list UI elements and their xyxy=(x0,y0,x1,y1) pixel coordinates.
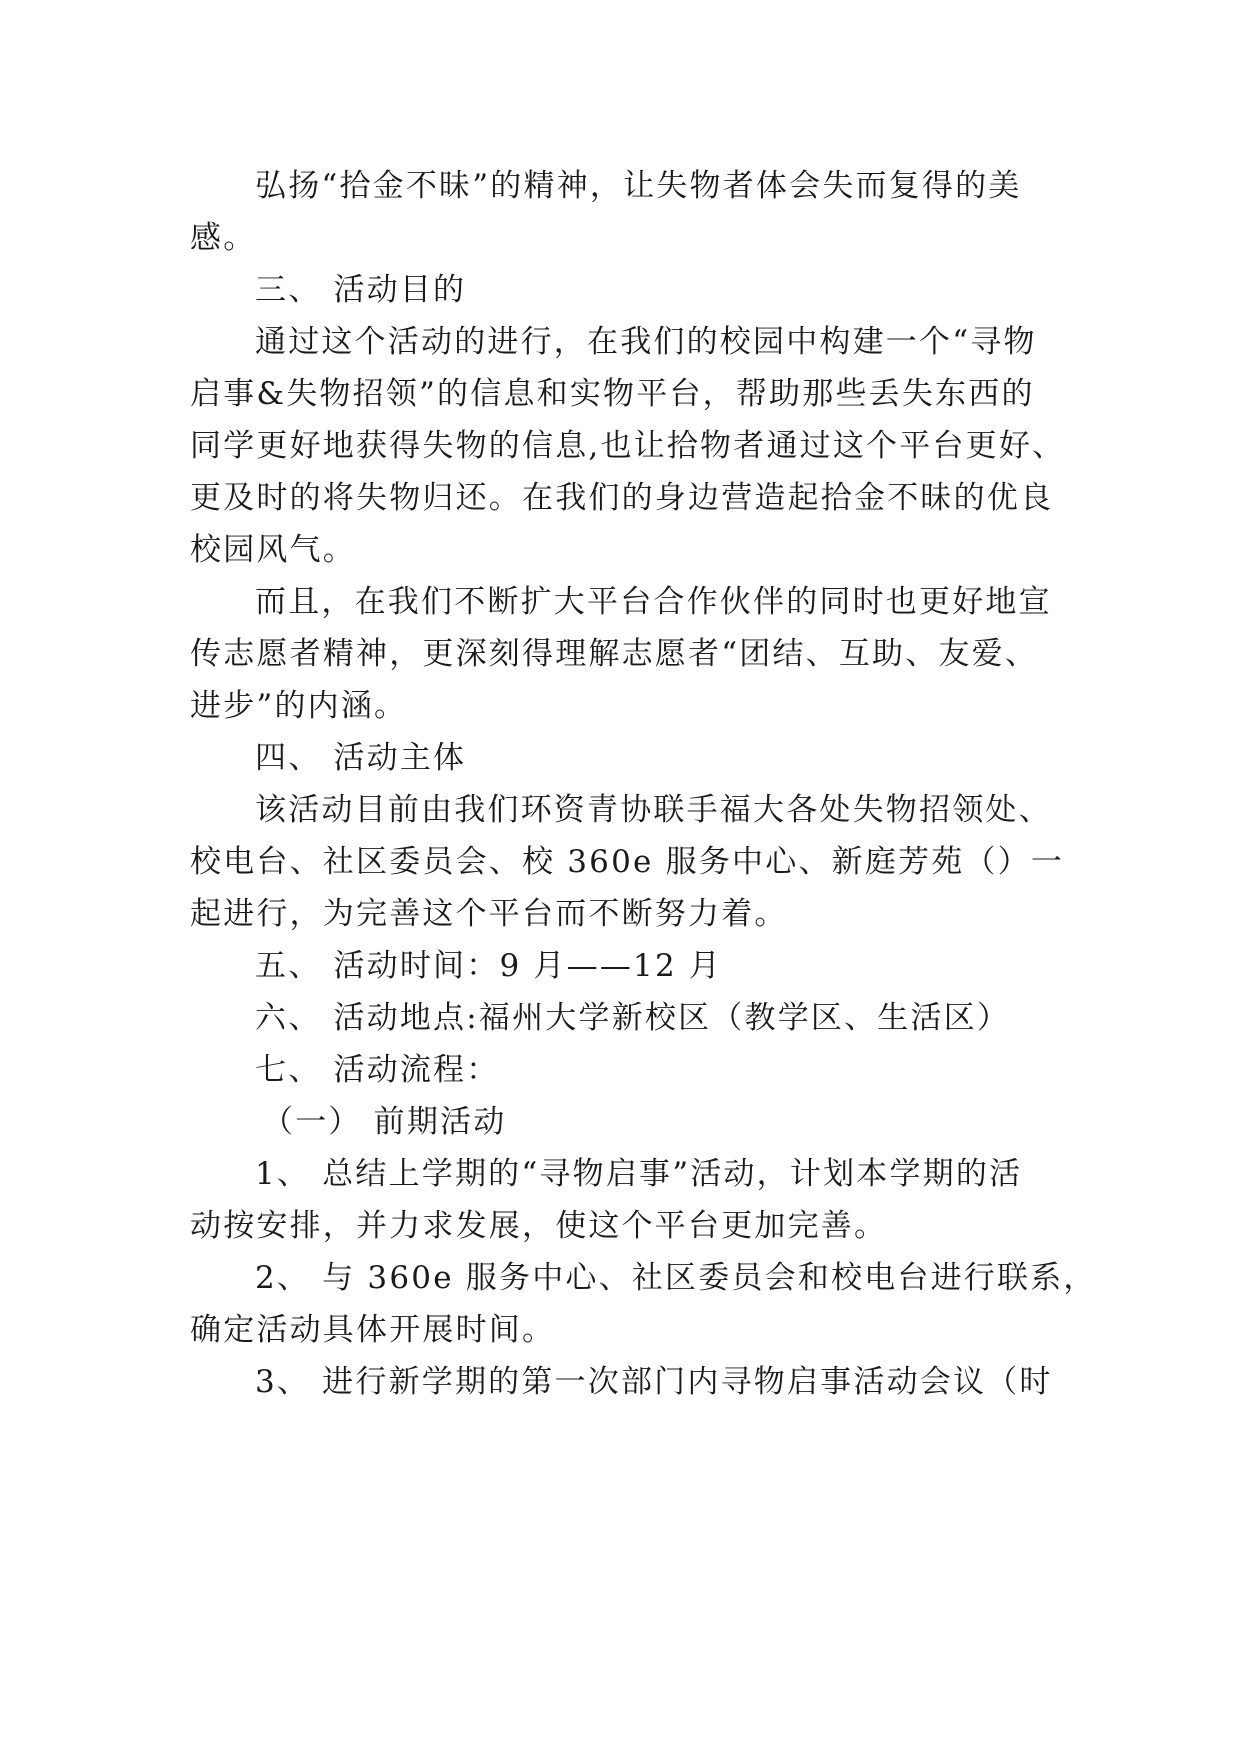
paragraph-line: 启事&失物招领”的信息和实物平台，帮助那些丢失东西的 xyxy=(190,376,1035,412)
section-heading: 四、 活动主体 xyxy=(255,740,467,776)
list-item-line: 动按安排，并力求发展，使这个平台更加完善。 xyxy=(190,1208,888,1244)
paragraph-line: 校电台、社区委员会、校 360e 服务中心、新庭芳苑（）一 xyxy=(190,844,1065,880)
paragraph-line: 进步”的内涵。 xyxy=(190,688,408,724)
paragraph-line: 通过这个活动的进行，在我们的校园中构建一个“寻物 xyxy=(255,324,1037,360)
paragraph-line: 弘扬“拾金不昧”的精神，让失物者体会失而复得的美 xyxy=(255,168,1022,204)
paragraph-line: 感。 xyxy=(190,220,257,256)
section-heading: 七、 活动流程： xyxy=(255,1052,500,1088)
section-heading: 三、 活动目的 xyxy=(255,272,467,308)
section-heading: 五、 活动时间：9 月——12 月 xyxy=(255,948,723,984)
paragraph-line: 该活动目前由我们环资青协联手福大各处失物招领处、 xyxy=(255,792,1052,828)
paragraph-line: 更及时的将失物归还。在我们的身边营造起拾金不昧的优良 xyxy=(190,480,1054,516)
subsection-heading: （一） 前期活动 xyxy=(262,1104,507,1140)
paragraph-line: 而且，在我们不断扩大平台合作伙伴的同时也更好地宣 xyxy=(255,584,1052,620)
list-item-line: 2、 与 360e 服务中心、社区委员会和校电台进行联系， xyxy=(255,1260,1097,1296)
paragraph-line: 起进行，为完善这个平台而不断努力着。 xyxy=(190,896,788,932)
paragraph-line: 校园风气。 xyxy=(190,532,356,568)
list-item-line: 确定活动具体开展时间。 xyxy=(190,1312,556,1348)
paragraph-line: 同学更好地获得失物的信息,也让拾物者通过这个平台更好、 xyxy=(190,428,1066,464)
list-item-line: 3、 进行新学期的第一次部门内寻物启事活动会议（时 xyxy=(255,1364,1053,1400)
list-item-line: 1、 总结上学期的“寻物启事”活动，计划本学期的活 xyxy=(255,1156,1023,1192)
paragraph-line: 传志愿者精神，更深刻得理解志愿者“团结、互助、友爱、 xyxy=(190,636,1039,672)
section-heading: 六、 活动地点:福州大学新校区（教学区、生活区） xyxy=(255,1000,1011,1036)
